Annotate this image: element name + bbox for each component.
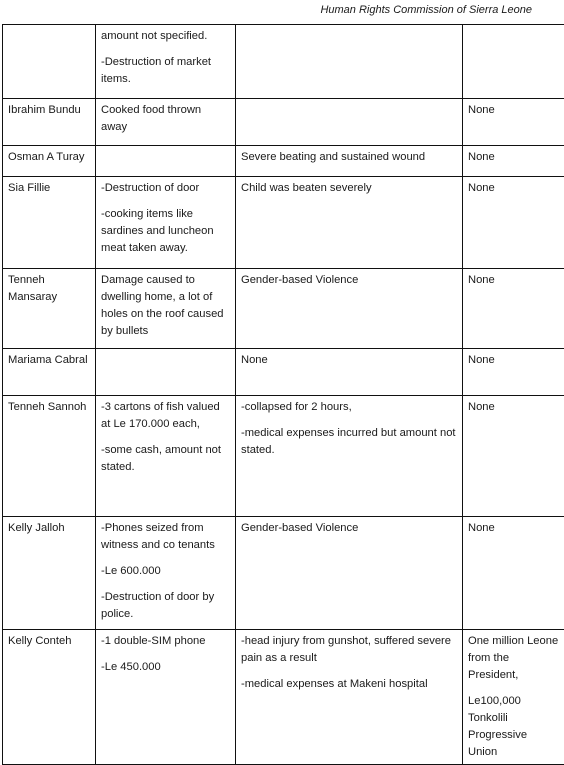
- table-row: [3, 349, 564, 396]
- name-cell: [3, 146, 96, 177]
- injury-cell: [236, 630, 463, 765]
- name-cell: [3, 630, 96, 765]
- injury-text: -head injury from gunshot, suffered severe pain as a result: [241, 633, 457, 667]
- victims-table: [2, 24, 564, 765]
- compensation-text: None: [468, 102, 559, 119]
- compensation-cell: [463, 349, 564, 396]
- injury-text: Gender-based Violence: [241, 520, 457, 537]
- compensation-cell: [463, 269, 564, 349]
- property-cell: [96, 517, 236, 630]
- property-text: -Phones seized from witness and co tenants: [101, 520, 230, 554]
- compensation-cell: [463, 630, 564, 765]
- document-header: Human Rights Commission of Sierra Leone: [320, 4, 532, 16]
- injury-text: -medical expenses incurred but amount not stated.: [241, 425, 457, 459]
- injury-text: Severe beating and sustained wound: [241, 149, 457, 166]
- person-name: Tenneh Mansaray: [8, 272, 90, 306]
- person-name: Ibrahim Bundu: [8, 102, 90, 119]
- injury-cell: [236, 349, 463, 396]
- name-cell: [3, 99, 96, 146]
- compensation-text: Le100,000 Tonkolili Progressive Union: [468, 693, 559, 761]
- compensation-cell: [463, 396, 564, 517]
- table-row: [3, 630, 564, 765]
- injury-cell: [236, 177, 463, 269]
- table-row: [3, 99, 564, 146]
- injury-cell: [236, 517, 463, 630]
- property-text: -some cash, amount not stated.: [101, 442, 230, 476]
- person-name: Sia Fillie: [8, 180, 90, 197]
- person-name: Osman A Turay: [8, 149, 90, 166]
- table-row: [3, 177, 564, 269]
- name-cell: [3, 396, 96, 517]
- property-text: -Le 600.000: [101, 563, 230, 580]
- table-row: [3, 517, 564, 630]
- property-cell: [96, 269, 236, 349]
- table-row: [3, 396, 564, 517]
- compensation-text: None: [468, 272, 559, 289]
- name-cell: [3, 177, 96, 269]
- property-text: -Destruction of door by police.: [101, 589, 230, 623]
- person-name: Tenneh Sannoh: [8, 399, 90, 416]
- name-cell: [3, 25, 96, 99]
- name-cell: [3, 349, 96, 396]
- injury-cell: [236, 269, 463, 349]
- compensation-text: None: [468, 352, 559, 369]
- property-text: -Le 450.000: [101, 659, 230, 676]
- property-cell: [96, 99, 236, 146]
- injury-text: -collapsed for 2 hours,: [241, 399, 457, 416]
- property-text: Cooked food thrown away: [101, 102, 230, 136]
- compensation-text: None: [468, 149, 559, 166]
- compensation-cell: [463, 177, 564, 269]
- property-text: Damage caused to dwelling home, a lot of holes on the roof caused by bullets: [101, 272, 230, 340]
- compensation-text: None: [468, 180, 559, 197]
- injury-cell: [236, 146, 463, 177]
- compensation-cell: [463, 25, 564, 99]
- compensation-text: None: [468, 520, 559, 537]
- property-text: -1 double-SIM phone: [101, 633, 230, 650]
- property-cell: [96, 396, 236, 517]
- property-cell: [96, 25, 236, 99]
- table-row: [3, 269, 564, 349]
- compensation-cell: [463, 99, 564, 146]
- property-cell: [96, 349, 236, 396]
- table-row: [3, 146, 564, 177]
- injury-text: Child was beaten severely: [241, 180, 457, 197]
- property-text: amount not specified.: [101, 28, 230, 45]
- injury-cell: [236, 99, 463, 146]
- compensation-text: None: [468, 399, 559, 416]
- compensation-cell: [463, 517, 564, 630]
- person-name: Mariama Cabral: [8, 352, 90, 369]
- property-text: -cooking items like sardines and luncheon meat taken away.: [101, 206, 230, 257]
- name-cell: [3, 269, 96, 349]
- injury-text: -medical expenses at Makeni hospital: [241, 676, 457, 693]
- property-text: -3 cartons of fish valued at Le 170.000 each,: [101, 399, 230, 433]
- person-name: Kelly Conteh: [8, 633, 90, 650]
- table-row: [3, 25, 564, 99]
- injury-cell: [236, 25, 463, 99]
- injury-cell: [236, 396, 463, 517]
- name-cell: [3, 517, 96, 630]
- compensation-cell: [463, 146, 564, 177]
- property-cell: [96, 177, 236, 269]
- person-name: Kelly Jalloh: [8, 520, 90, 537]
- injury-text: None: [241, 352, 457, 369]
- property-cell: [96, 146, 236, 177]
- property-text: -Destruction of market items.: [101, 54, 230, 88]
- injury-text: Gender-based Violence: [241, 272, 457, 289]
- compensation-text: One million Leone from the President,: [468, 633, 559, 684]
- property-cell: [96, 630, 236, 765]
- property-text: -Destruction of door: [101, 180, 230, 197]
